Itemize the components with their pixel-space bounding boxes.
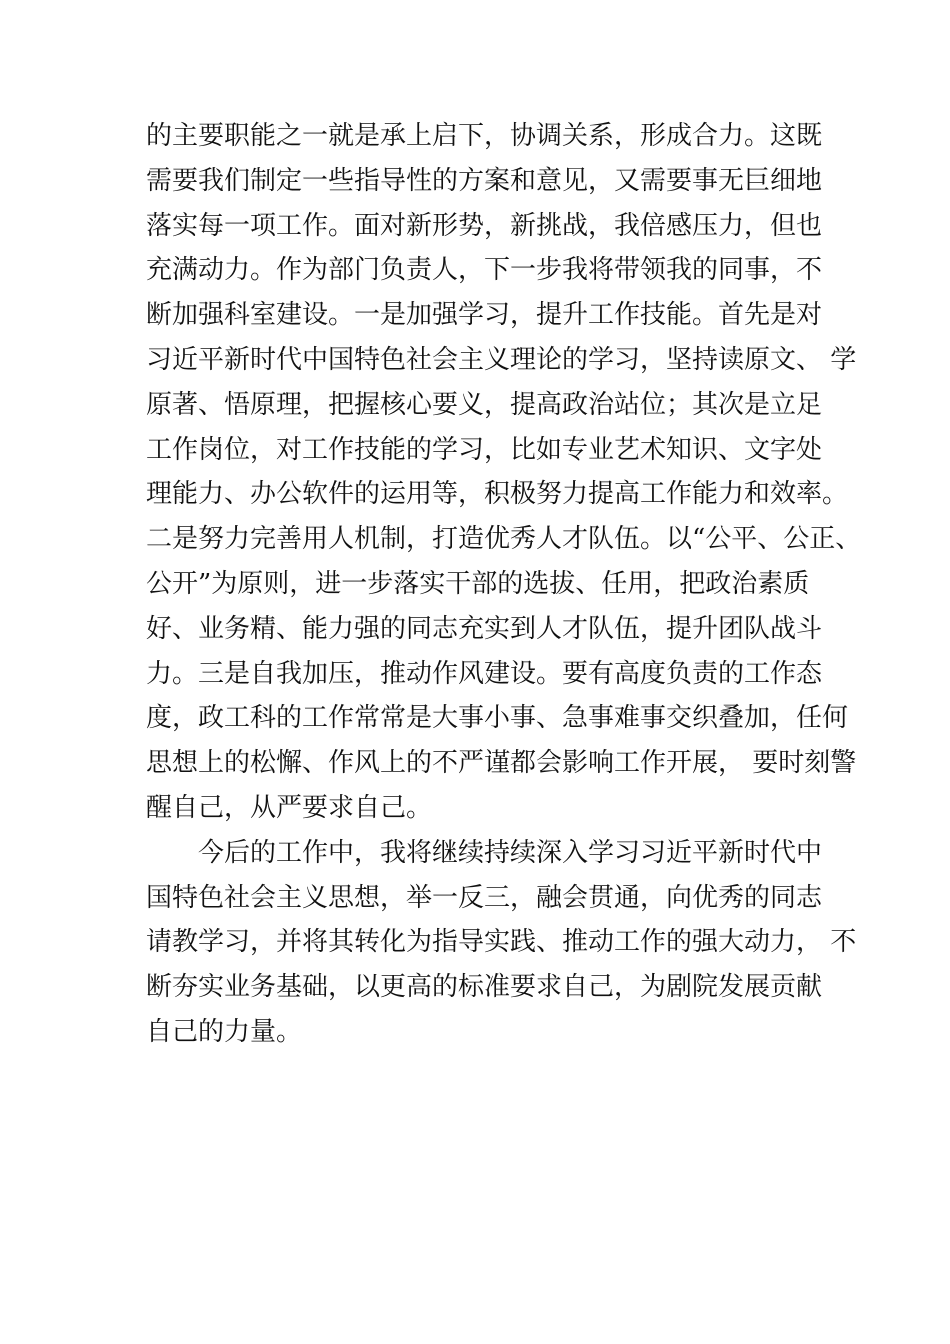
body-text (146, 114, 862, 1055)
text-line: 思想上的松懈、作风上的不严谨都会影响工作开展， 要时刻警 (146, 748, 857, 779)
text-line: 醒自己，从严要求自己。 (146, 792, 433, 823)
text-line: 理能力、办公软件的运用等，积极努力提高工作能力和效率。 (146, 479, 849, 510)
text-line: 国特色社会主义思想，举一反三，融会贯通，向优秀的同志 (146, 882, 823, 913)
text-line: 自己的力量。 (146, 1016, 303, 1047)
text-line: 落实每一项工作。面对新形势，新挑战，我倍感压力，但也 (146, 210, 823, 241)
text-line: 好、业务精、能力强的同志充实到人才队伍，提升团队战斗 (146, 613, 823, 644)
text-line-first: 今后的工作中，我将继续持续深入学习习近平新时代中 (198, 837, 823, 868)
text-line: 充满动力。作为部门负责人，下一步我将带领我的同事，不 (146, 255, 823, 286)
text-line: 力。三是自我加压，推动作风建设。要有高度负责的工作态 (146, 658, 823, 689)
paragraph-2 (146, 831, 857, 1055)
text-line: 二是努力完善用人机制，打造优秀人才队伍。以“公平、公正、 (146, 524, 862, 555)
paragraph-1 (146, 114, 862, 831)
text-line: 工作岗位，对工作技能的学习，比如专业艺术知识、文字处 (146, 434, 823, 465)
text-line: 公开”为原则，进一步落实干部的选拔、任用，把政治素质 (146, 568, 810, 599)
text-line: 请教学习，并将其转化为指导实践、推动工作的强大动力， 不 (146, 927, 857, 958)
text-line: 断夯实业务基础，以更高的标准要求自己，为剧院发展贡献 (146, 972, 823, 1003)
text-line: 的主要职能之一就是承上启下，协调关系，形成合力。这既 (146, 121, 823, 151)
text-line: 断加强科室建设。一是加强学习，提升工作技能。首先是对 (146, 300, 823, 331)
text-line: 度，政工科的工作常常是大事小事、急事难事交织叠加，任何 (146, 703, 849, 734)
text-line: 习近平新时代中国特色社会主义理论的学习，坚持读原文、 学 (146, 344, 857, 375)
text-line: 原著、悟原理，把握核心要义，提高政治站位；其次是立足 (146, 389, 823, 420)
text-line: 需要我们制定一些指导性的方案和意见，又需要事无巨细地 (146, 165, 823, 196)
